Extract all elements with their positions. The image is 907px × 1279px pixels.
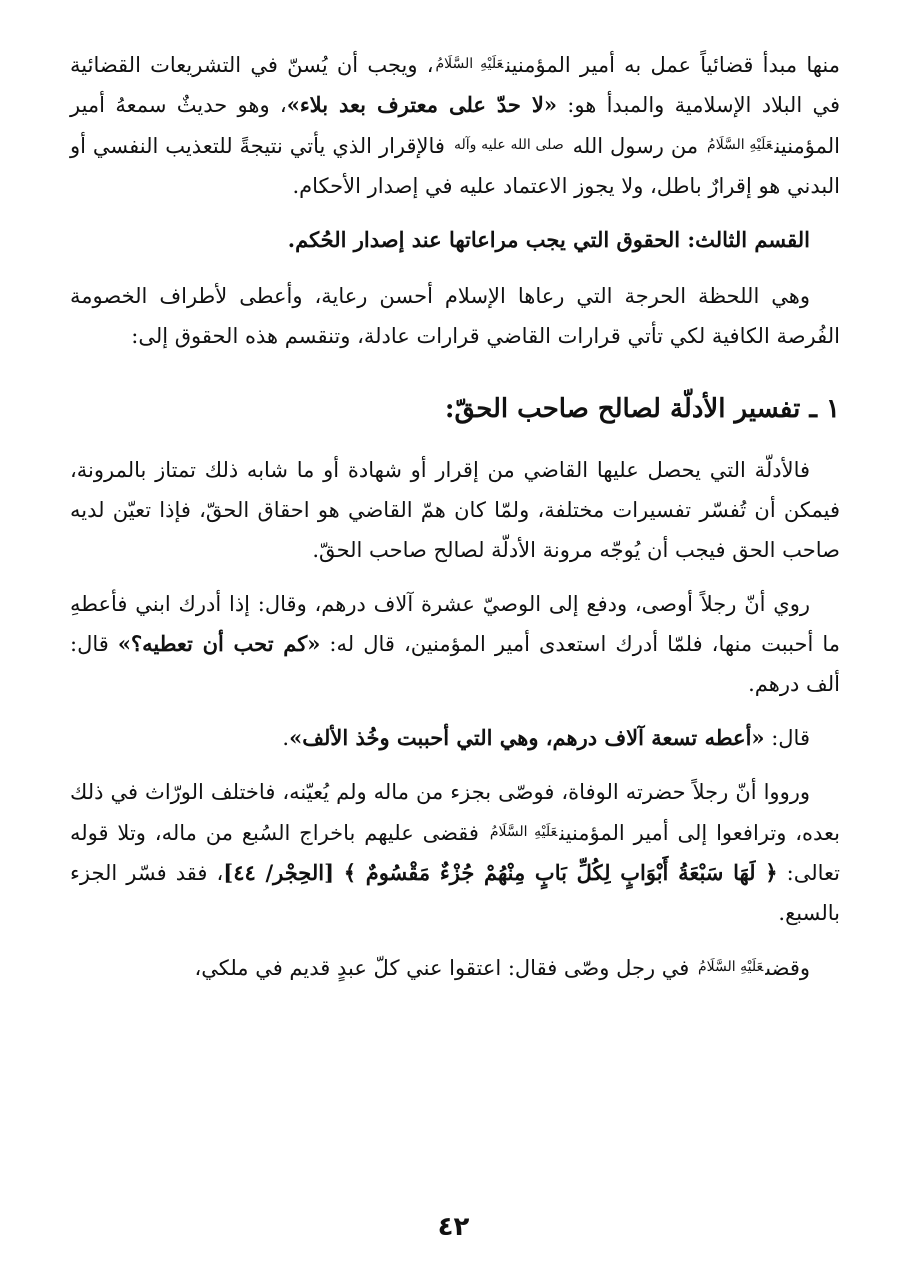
salutation-glyph: عَلَيْهِ السَّلَامُ <box>435 56 504 72</box>
p5-text-a: قال: <box>764 726 810 750</box>
p4-text-b: قال: ألف درهم. <box>70 632 840 696</box>
p5-text-b: . <box>282 726 290 750</box>
paragraph-3: فالأدلّة التي يحصل عليها القاضي من إقرار أو شهادة أو ما شابه ذلك تمتاز بالمرونة، فيمكن أن تُفسّر تفسيرات مختلفة، ولمّا كان همّ القاضي هو احقاق الحقّ، فإذا تعيّن لديه صاحب الحق فيجب أن يُوجّه مرونة الأدلّة لصالح صاحب الحقّ. <box>70 458 840 562</box>
p7-text-b: في رجل وصّى فقال: اعتقوا عني كلّ عبدٍ قديم في ملكي، <box>194 956 690 980</box>
quran-verse: ﴿ لَهَا سَبْعَةُ أَبْوَابٍ لِكُلِّ بَابٍ مِنْهُمْ جُزْءٌ مَقْسُومٌ ﴾ <box>343 860 778 885</box>
salutation-glyph: عَلَيْهِ السَّلَامُ <box>698 959 764 975</box>
paragraph-6 <box>70 772 840 933</box>
p7-text-a: وقضى <box>765 956 810 980</box>
paragraph-2: وهي اللحظة الحرجة التي رعاها الإسلام أحسن رعاية، وأعطى لأطراف الخصومة الفُرصة الكافية لكي تأتي قرارات القاضي قرارات عادلة، وتنقسم هذه الحقوق إلى: <box>70 284 840 348</box>
salutation-glyph: عَلَيْهِ السَّلَامُ <box>489 824 558 840</box>
page-body <box>70 44 840 1002</box>
p4-bold-quote: «كم تحب أن تعطيه؟» <box>117 631 321 656</box>
p1-text-e: فالإقرار الذي يأتي نتيجةً للتعذيب النفسي أو البدني هو إقرارٌ باطل، ولا يجوز الاعتماد عليه في إصدار الأحكام. <box>70 134 840 198</box>
p1-text-b: ، ويجب أن يُسنّ في التشريعات القضائية في البلاد الإسلامية والمبدأ هو: <box>70 53 841 117</box>
salutation-glyph: عَلَيْهِ السَّلَامُ <box>707 137 773 153</box>
p1-text-a: منها مبدأ قضائياً عمل به أمير المؤمنين <box>505 53 840 77</box>
p6-text-a: ورووا أنّ رجلاً حضرته الوفاة، فوصّى بجزء من ماله ولم يُعيّنه، فاختلف الورّاث في ذلك بعده، وترافعوا إلى أمير المؤمنين <box>70 780 841 845</box>
p6-text-c: ، فقد فسّر الجزء بالسبع. <box>70 861 840 925</box>
salutation-glyph-prophet: صلى الله عليه وآله <box>453 137 564 153</box>
paragraph-1 <box>70 44 840 206</box>
paragraph-4 <box>70 584 840 704</box>
heading-1: ١ ـ تفسير الأدلّة لصالح صاحب الحقّ: <box>444 394 840 424</box>
p6-text-b: فقضى عليهم باخراج السُبع من ماله، وتلا قوله تعالى: <box>70 821 840 885</box>
paragraph-7 <box>70 947 840 988</box>
p4-text-a: روي أنّ رجلاً أوصى، ودفع إلى الوصيّ عشرة آلاف درهم، وقال: إذا أدرك ابني فأعطهِ ما أحببت منها، فلمّا أدرك استعدى أمير المؤمنين، قال له: <box>70 592 840 656</box>
p5-bold-quote: «أعطه تسعة آلاف درهم، وهي التي أحببت وخُذ الألف» <box>289 725 765 750</box>
p1-text-c: ، وهو حديثٌ سمعهُ أمير المؤمنين <box>70 93 841 158</box>
section-3-title: القسم الثالث: الحقوق التي يجب مراعاتها عند إصدار الحُكم. <box>287 227 810 252</box>
p1-bold-quote: «لا حدّ على معترف بعد بلاء» <box>286 92 557 117</box>
quran-reference: [الحِجْر/ ٤٤] <box>223 860 344 885</box>
p1-text-d: من رسول الله <box>572 134 699 158</box>
paragraph-5 <box>70 718 840 758</box>
page-number: ٤٢ <box>437 1212 470 1242</box>
